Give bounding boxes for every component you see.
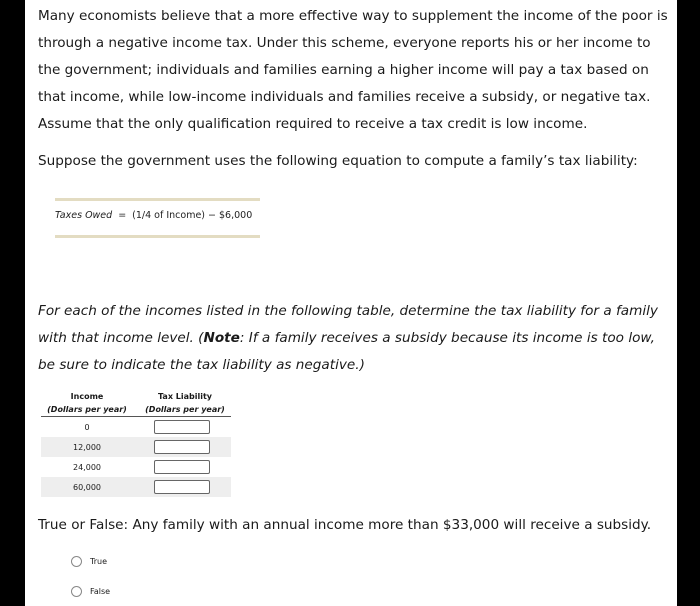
question-page <box>25 0 677 606</box>
note-label: Note <box>203 330 240 346</box>
income-cell: 12,000 <box>41 437 133 457</box>
tax-liability-input[interactable] <box>154 420 210 434</box>
tax-formula <box>55 210 252 221</box>
table-instructions <box>38 298 668 379</box>
tax-column-subheader: (Dollars per year) <box>133 402 231 417</box>
instructions-before: For each of the incomes listed in the following table, determine the tax liability for a family with that income level. ( <box>38 303 658 346</box>
income-cell: 0 <box>84 422 90 432</box>
formula-lhs: Taxes Owed <box>55 210 113 221</box>
formula-box <box>55 198 260 238</box>
option-true[interactable] <box>71 556 107 567</box>
option-label: True <box>90 557 107 566</box>
tax-liability-input[interactable] <box>154 480 210 494</box>
option-false[interactable] <box>71 586 110 597</box>
table-row <box>41 457 231 477</box>
tax-column-header: Tax Liability <box>158 391 212 401</box>
table-row <box>41 417 231 438</box>
instructions-after: : If a family receives a subsidy because its income is too low, be sure to indicate the tax liability as negative.) <box>38 330 655 373</box>
tax-cell <box>133 417 231 438</box>
intro-paragraph: Many economists believe that a more effective way to supplement the income of the poor is through a negative income tax. Under this scheme, everyone reports his or her income to the government; individuals and families earning a higher income will pay a tax based on that income, while low-income individuals and families receive a subsidy, or negative tax. Assume that the only qualification required to receive a tax credit is low income. <box>38 8 668 132</box>
tax-cell <box>133 477 231 497</box>
tax-cell <box>133 437 231 457</box>
tax-liability-input[interactable] <box>154 440 210 454</box>
income-cell: 24,000 <box>73 462 101 472</box>
formula-equals: = <box>118 210 127 221</box>
true-false-question: True or False: Any family with an annual income more than $33,000 will receive a subsidy. <box>38 517 652 533</box>
radio-button-icon[interactable] <box>71 586 82 597</box>
income-cell: 60,000 <box>41 477 133 497</box>
option-label: False <box>90 587 111 596</box>
income-column-header: Income <box>70 391 104 401</box>
tax-table <box>41 390 231 497</box>
equation-intro: Suppose the government uses the following equation to compute a family’s tax liability: <box>38 153 638 169</box>
table-row <box>41 437 231 457</box>
radio-button-icon[interactable] <box>71 556 82 567</box>
tax-liability-input[interactable] <box>154 460 210 474</box>
formula-rhs: (1/4 of Income) − $6,000 <box>132 210 253 221</box>
income-column-subheader: (Dollars per year) <box>41 402 133 417</box>
table-row <box>41 477 231 497</box>
tax-cell <box>133 457 231 477</box>
